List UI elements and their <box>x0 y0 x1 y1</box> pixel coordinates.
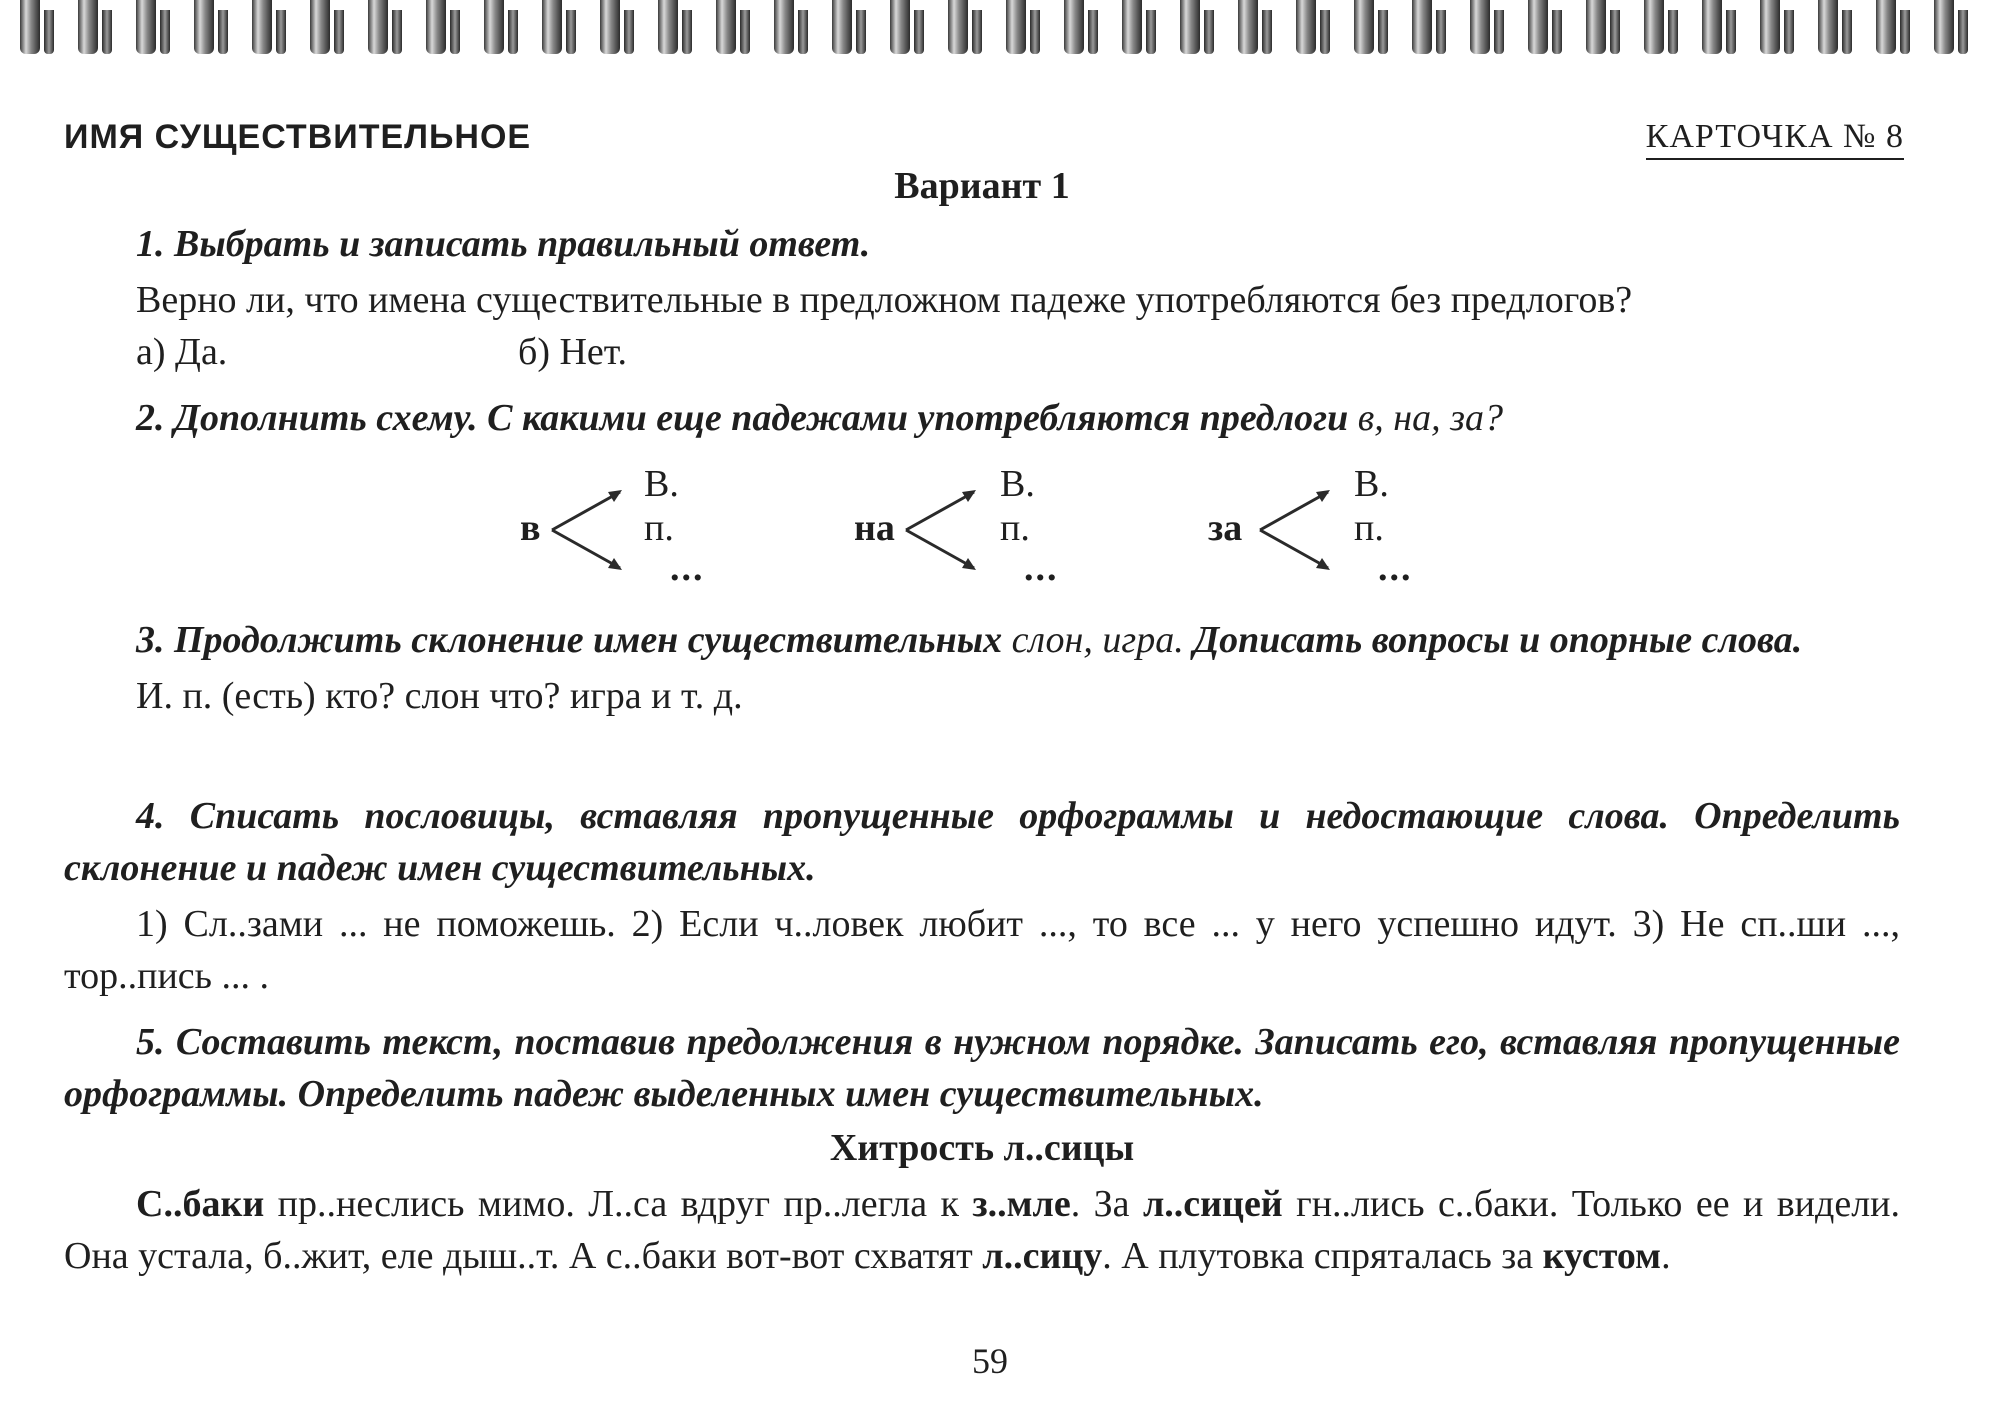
schema-bottom-blank: ... <box>1378 547 1413 589</box>
story-highlight: з..мле <box>972 1183 1071 1225</box>
task-4-title: 4. Списать пословицы, вставляя пропущенные орфограммы и недостающие слова. Определить склонение и падеж имен существительных. <box>64 795 1900 889</box>
task-3 <box>64 614 1900 722</box>
variant-heading: Вариант 1 <box>894 165 1070 207</box>
task-1-question: Верно ли, что имена существительные в предложном падеже употребляются без предлогов? <box>136 279 1633 321</box>
schema-bottom-blank: ... <box>1024 547 1059 589</box>
task-1-title: 1. Выбрать и записать правильный ответ. <box>136 223 871 265</box>
story-highlight: л..сицей <box>1142 1183 1283 1225</box>
task-4-proverbs: 1) Сл..зами ... не поможешь. 2) Если ч..ловек любит ..., то все ... у него успешно идут. 3) Не сп..ши ..., тор..пись ... . <box>64 903 1900 997</box>
option-b: б) Нет. <box>518 331 628 373</box>
task-3-title <box>64 614 1900 666</box>
task-3-example: И. п. (есть) кто? слон что? игра и т. д. <box>136 675 743 717</box>
task-2-title <box>64 392 1900 444</box>
task-5 <box>64 1016 1900 1120</box>
task-2-prepositions: в, на, за? <box>1357 397 1503 439</box>
card-number: КАРТОЧКА № 8 <box>1646 118 1904 160</box>
story-paragraph <box>64 1178 1900 1282</box>
task-3-title-end: Дописать вопросы и опорные слова. <box>1183 619 1803 661</box>
story-fragment: . За <box>1070 1183 1143 1225</box>
schema-top-case: В. п. <box>644 463 679 549</box>
story-title: Хитрость л..сицы <box>829 1127 1135 1169</box>
task-1-options <box>64 326 1900 378</box>
story-text <box>64 1178 1900 1282</box>
schema-top-case: В. п. <box>1354 463 1389 549</box>
page-number: 59 <box>972 1341 1008 1381</box>
story-fragment: пр..неслись мимо. Л..са вдруг пр..легла к <box>264 1183 973 1225</box>
section-title: ИМЯ СУЩЕСТВИТЕЛЬНОЕ <box>64 118 532 156</box>
option-a: а) Да. <box>136 331 228 373</box>
story-fragment: . <box>1661 1235 1671 1277</box>
task-4 <box>64 790 1900 1002</box>
task-5-title: 5. Составить текст, поставив предолжения в нужном порядке. Записать его, вставляя пропущенные орфограммы. Определить падеж выделенных имен существительных. <box>64 1021 1900 1115</box>
schema-top-case: В. п. <box>1000 463 1035 549</box>
task-2-title-text: 2. Дополнить схему. С какими еще падежами употребляются предлоги <box>136 397 1358 439</box>
story-highlight: л..сицу <box>982 1235 1103 1277</box>
task-3-title-start: 3. Продолжить склонение имен существительных <box>136 619 1012 661</box>
schema-preposition: за <box>1208 507 1243 549</box>
schema-preposition: на <box>854 507 895 549</box>
schema-preposition: в <box>520 507 541 549</box>
fork-arrow-icon <box>520 462 640 592</box>
story-fragment: . А плутовка спряталась за <box>1102 1235 1543 1277</box>
task-2 <box>64 392 1900 444</box>
schema-bottom-blank: ... <box>670 547 705 589</box>
story-highlight: кустом <box>1542 1235 1662 1277</box>
story-highlight: С..баки <box>136 1183 265 1225</box>
task-3-words: слон, игра. <box>1011 619 1184 661</box>
task-1 <box>64 218 1900 378</box>
story-fragment: гн..лись с..баки. Только ее и видели. Она устала, б..жит, еле дыш..т. А с..баки вот-вот схватят <box>64 1183 1900 1277</box>
